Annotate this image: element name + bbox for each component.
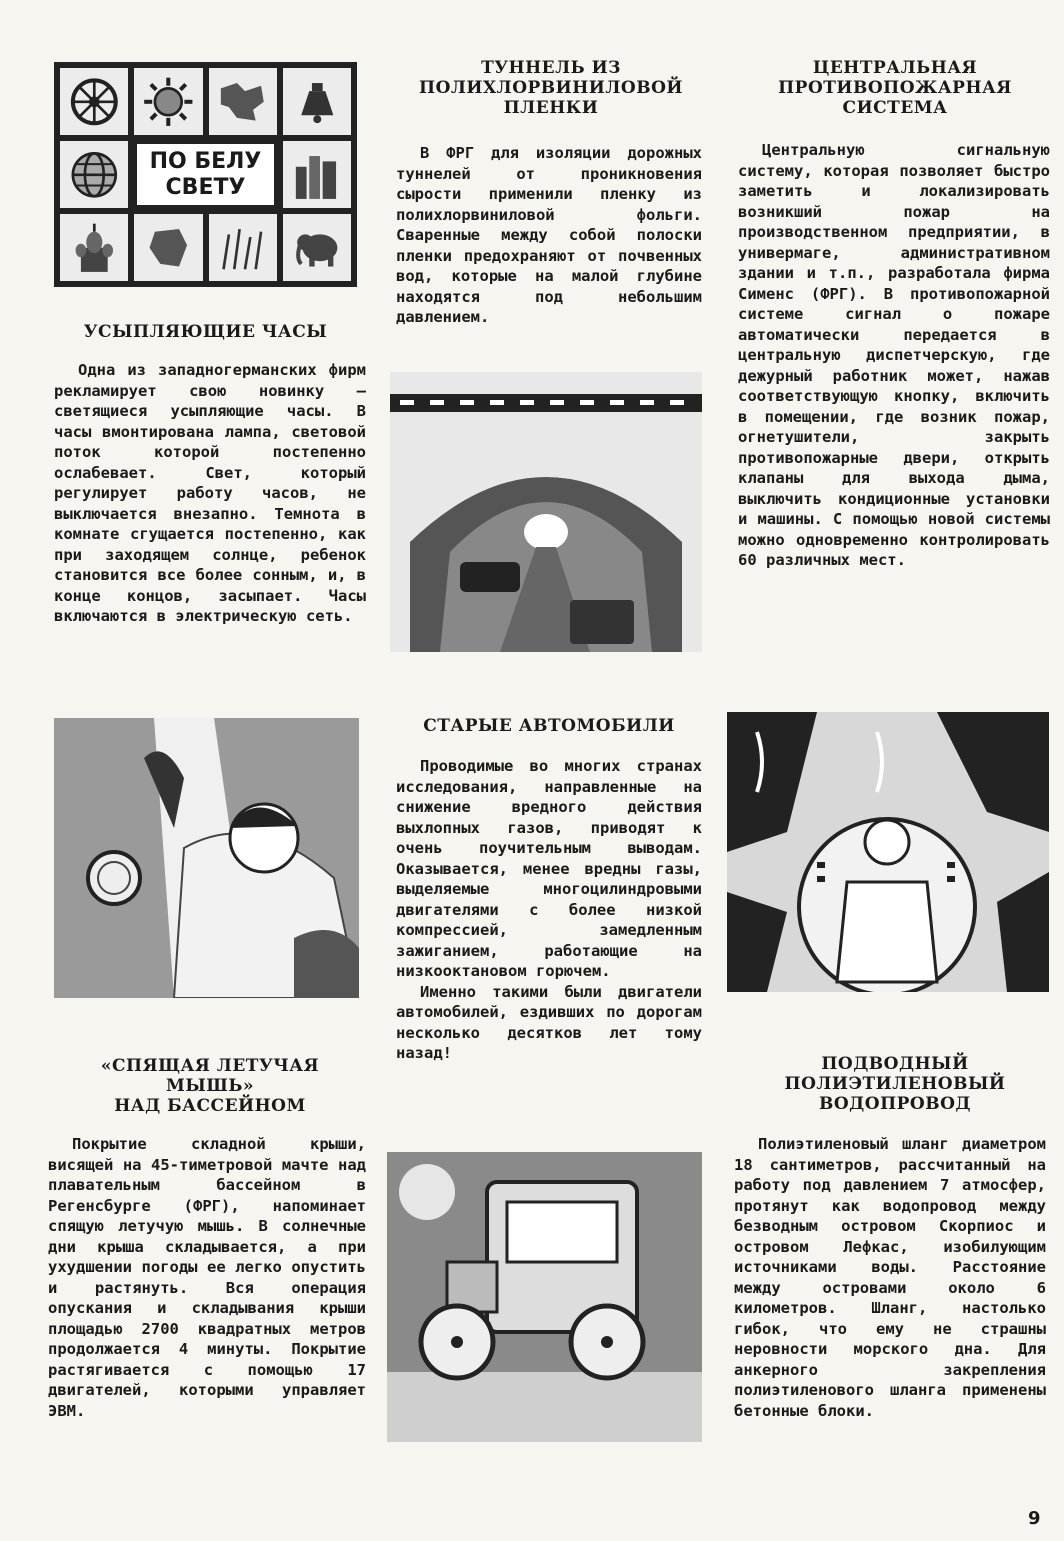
grass-icon [209,214,277,281]
boot-map-icon [134,214,202,281]
map-icon [209,68,277,135]
article-title-sleep-clock: УСЫПЛЯЮЩИЕ ЧАСЫ [83,322,328,342]
article-title-bat [54,1056,366,1116]
article-title-bat-line2: МЫШЬ» [166,1076,254,1096]
article-title-tunnel-text: ТУННЕЛЬ ИЗ ПОЛИХЛОРВИНИЛОВОЙ ПЛЕНКИ [419,58,683,118]
article-title-pipeline-line2: ПОЛИЭТИЛЕНОВЫЙ [784,1074,1006,1094]
fire-control-illustration [727,712,1049,992]
paragraph: Одна из западногерманских фирм рекламирует свою новинку — светящиеся усыпляющие часы. В часы вмонтирована лампа, световой поток которой постепенно ослабевает. Свет, который регулирует работу часов, не выключается внезапно. Темнота в комнате сгущается постепенно, как при заходящем солнце, ребенок становится все более сонным, и, в конце концов, засыпает. Часы включаются в электрическую сеть. [54,361,366,625]
section-header-graphic [54,62,357,287]
article-title-old-cars: СТАРЫЕ АВТОМОБИЛИ [423,716,675,736]
church-icon [60,214,128,281]
paragraph: Центральную сигнальную систему, которая позволяет быстро заметить и локализировать возникший пожар на производственном предприятии, в универмаге, административном здании и т.п., разработала фирма Сименс (ФРГ). В противопожарной системе сигнал о пожаре автоматически передается в центральную диспетчерскую, где дежурный работник может, нажав соответствующую кнопку, включить в помещении, где возник пожар, огнетушители, закрыть противопожарные двери, открыть клапаны для выхода дыма, выключить кондиционные установки и машины. С помощью новой системы можно одновременно контролировать 60 различных мест. [738,141,1050,569]
sun-icon [134,68,202,135]
article-title-fire-system: ЦЕНТРАЛЬНАЯ ПРОТИВОПОЖАРНАЯ СИСТЕМА [778,58,1012,118]
skyscrapers-icon [283,141,351,208]
tunnel-illustration [390,372,702,652]
article-body-old-cars [396,756,702,1064]
globe-icon [60,141,128,208]
article-body-tunnel [396,143,702,328]
article-body-sleep-clock [54,360,366,627]
paragraph: В ФРГ для изоляции дорожных туннелей от проникновения сырости применили пленку из полихлорвиниловой фольги. Сваренные между собой полоски пленки предохраняют от почвенных вод, которые на малой глубине находятся под небольшим давлением. [396,144,702,326]
paragraph: Именно такими были двигатели автомобилей, ездивших по дорогам несколько десятков лет тому назад! [396,982,702,1062]
article-body-pipeline [734,1134,1046,1421]
paragraph: Проводимые во многих странах исследования, направленные на снижение вредного действия выхлопных газов, приводят к очень поучительным выводам. Оказывается, менее вредны газы, выделяемые многоцилиндровыми двигателями с более низкой компрессией, замедленным зажиганием, работающие на низкооктановом горючем. [396,757,702,980]
article-title-tunnel [400,58,702,118]
paragraph: Покрытие складной крыши, висящей на 45-тиметровой мачте над плавательным бассейном в Регенсбурге (ФРГ), напоминает спящую летучую мышь. В солнечные дни крыша складывается, а при ухудшении погоды ее легко опустить и растянуть. Вся операция опускания и складывания крыши площадью 2700 квадратных метров продолжается 4 минуты. Покрытие растягивается с помощью 17 двигателей, которыми управляет ЭВМ. [48,1135,366,1420]
article-title-pipeline-line1: ПОДВОДНЫЙ [821,1054,969,1074]
section-title-line2: СВЕТУ [165,174,246,200]
page-number: 9 [1028,1508,1041,1529]
article-body-fire-system [738,140,1050,571]
article-title-pipeline-line3: ВОДОПРОВОД [818,1094,972,1114]
paragraph: Полиэтиленовый шланг диаметром 18 сантиметров, рассчитанный на работу под давлением 7 атмосфер, протянут как водопровод между безводным островом Скорпиос и островом Лефкас, изобилующим источниками воды. Расстояние между островами около 6 километров. Шланг, настолько гибок, что ему не страшны неровности морского дна. Для анкерного закрепления полиэтиленового шланга применены бетонные блоки. [734,1135,1046,1420]
article-body-bat [48,1134,366,1421]
bell-icon [283,68,351,135]
wheel-icon [60,68,128,135]
elephant-icon [283,214,351,281]
section-title-line1: ПО БЕЛУ [149,148,262,174]
old-car-illustration [387,1152,702,1442]
sleeping-child-illustration [54,718,359,998]
article-title-pipeline [740,1054,1050,1114]
article-title-bat-line3: НАД БАССЕЙНОМ [114,1096,306,1116]
article-title-bat-line1: «СПЯЩАЯ ЛЕТУЧАЯ [100,1056,320,1076]
section-title [134,141,277,208]
